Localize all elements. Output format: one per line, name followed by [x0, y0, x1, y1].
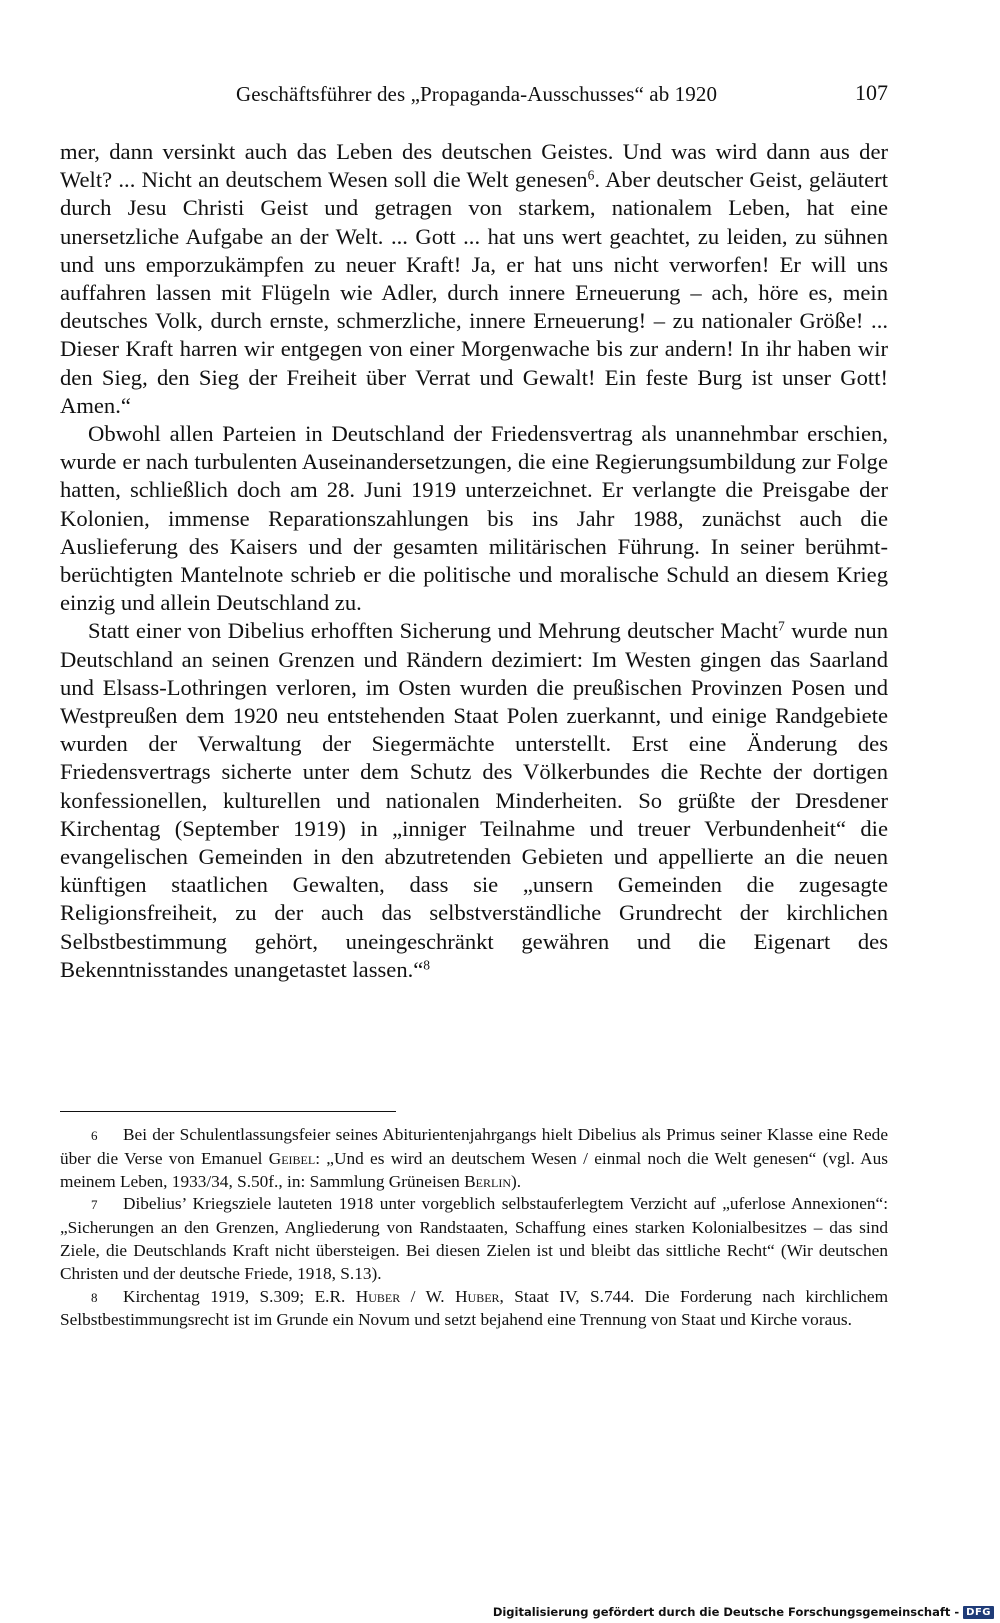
archive-name: Berlin — [464, 1171, 511, 1191]
footnote-text: Bei der Schulentlassungsfeier seines Abiturientenjahrgangs hielt Dibelius als Primus seiner Klasse eine Rede über die Verse von Emanuel — [60, 1125, 888, 1168]
footnote-number: 6 — [91, 1128, 98, 1143]
author-name: Geibel — [268, 1148, 316, 1168]
footnote-6 — [60, 1124, 888, 1193]
body-text — [60, 138, 888, 984]
paragraph-1-text-a: mer, dann versinkt auch das Leben des deutschen Geistes. Und was wird dann aus der Welt? ... Nicht an deutschem Wesen soll die Welt genesen — [60, 139, 888, 193]
footnote-number: 8 — [91, 1289, 98, 1305]
footnote-number: 7 — [91, 1197, 98, 1213]
footnote-text: Kirchentag 1919, S.309; E.R. — [123, 1286, 356, 1306]
footnote-text: : „Und es wird an deutschem Wesen / einmal noch die Welt genesen“ (vgl. Aus meinem Leben, 1933/34, S.50f., in: Sammlung Grüneisen — [60, 1148, 888, 1191]
author-name: Huber — [355, 1286, 401, 1306]
author-name: Huber — [455, 1286, 500, 1306]
paragraph-3-text-a: Statt einer von Dibelius erhofften Sicherung und Mehrung deutscher Macht — [88, 618, 778, 644]
digitization-footer — [493, 1601, 1000, 1623]
running-head — [60, 82, 888, 112]
footnote-ref-7[interactable]: 7 — [777, 619, 785, 634]
footnote-text: , Staat IV, S.744. Die Forderung nach kirchlichem Selbstbestimmungsrecht ist im Grunde ein Novum und setzt bejahend eine Trennung von Staat und Kirche voraus. — [60, 1286, 889, 1330]
paragraph-1 — [60, 138, 888, 420]
page-number: 107 — [855, 80, 888, 105]
footnote-ref-6[interactable]: 6 — [587, 167, 595, 183]
running-title: Geschäftsführer des „Propaganda-Ausschusses“ ab 1920 — [236, 82, 718, 106]
footnote-7 — [60, 1193, 888, 1285]
paragraph-3 — [60, 617, 888, 984]
paragraph-2: Obwohl allen Parteien in Deutschland der Friedensvertrag als unannehmbar erschien, wurde er nach turbulenten Auseinandersetzungen, die eine Regierungsumbildung zur Folge hatten, schließlich doch am 28. Juni 1919 unterzeichnet. Er verlangte die Preisgabe der Kolonien, immense Reparationszahlungen bis ins Jahr 1988, zunächst auch die Auslieferung des Kaisers und der gesamten militärischen Führung. In seiner berühmt-berüchtigten Mantelnote schrieb er die politische und moralische Schuld an diesem Krieg einzig und allein Deutschland zu. — [60, 421, 888, 616]
footnote-text: / W. — [400, 1286, 456, 1306]
footnote-text: ). — [511, 1171, 522, 1191]
digitization-note: Digitalisierung gefördert durch die Deutsche Forschungsgemeinschaft - — [492, 1605, 960, 1619]
footnote-ref-8[interactable]: 8 — [423, 957, 431, 973]
footnotes — [60, 1124, 888, 1332]
footnote-divider — [60, 1111, 396, 1112]
paragraph-3-text-b: wurde nun Deutschland an seinen Grenzen und Rändern dezimiert: Im Westen gingen das Saarland und Elsass-Lothringen verloren, im Osten wurden die preußischen Provinzen Posen und Westpreußen dem 1920 neu entstehenden Staat Polen zuerkannt, und einige Randgebiete wurden der Verwaltung der Siegermächte unterstellt. Erst eine Änderung des Friedensvertrags sicherte unter dem Schutz des Völkerbundes die Rechte der dortigen konfessionellen, kulturellen und nationalen Minderheiten. So grüßte der Dresdener Kirchentag (September 1919) in „inniger Teilnahme und treuer Verbundenheit“ die evangelischen Gemeinden in den abzutretenden Gebieten und appellierte an die neuen künftigen staatlichen Gewalten, dass sie „unsern Gemeinden die zugesagte Religionsfreiheit, zu der auch das selbstverständliche Grundrecht der kirchlichen Selbstbestimmung gehört, uneingeschränkt gewähren und die Eigenart des Bekenntnisstandes unangetastet lassen.“ — [60, 618, 888, 982]
dfg-logo-icon: DFG — [963, 1606, 994, 1619]
footnote-text: Dibelius’ Kriegsziele lauteten 1918 unter vorgeblich selbstauferlegtem Verzicht auf „uferlose Annexionen“: „Sicherungen an den Grenzen, Angliederung von Randstaaten, Schaffung eines starken Kolonialbesitzes – das sind Ziele, die Deutschlands Kraft nicht übersteigen. Bei diesen Zielen ist und bleibt das sittliche Recht“ (Wir deutschen Christen und der deutsche Friede, 1918, S.13). — [60, 1194, 888, 1283]
footnote-8 — [60, 1286, 888, 1333]
paragraph-1-text-b: . Aber deutscher Geist, geläutert durch Jesu Christi Geist und getragen von starkem, nationalem Leben, hat eine unersetzliche Aufgabe an der Welt. ... Gott ... hat uns wert geachtet, zu leiden, zu sühnen und uns emporzukämpfen zu neuer Kraft! Ja, er hat uns nicht verworfen! Er will uns auffahren lassen mit Flügeln wie Adler, durch innere Erneuerung – ach, höre es, mein deutsches Volk, durch ernste, schmerzliche, innere Erneuerung! – zu nationaler Größe! ... Dieser Kraft harren wir entgegen von einer Morgenwache bis zur andern! In ihr haben wir den Sieg, den Sieg der Freiheit über Verrat und Gewalt! Ein feste Burg ist unser Gott! Amen.“ — [60, 167, 888, 418]
